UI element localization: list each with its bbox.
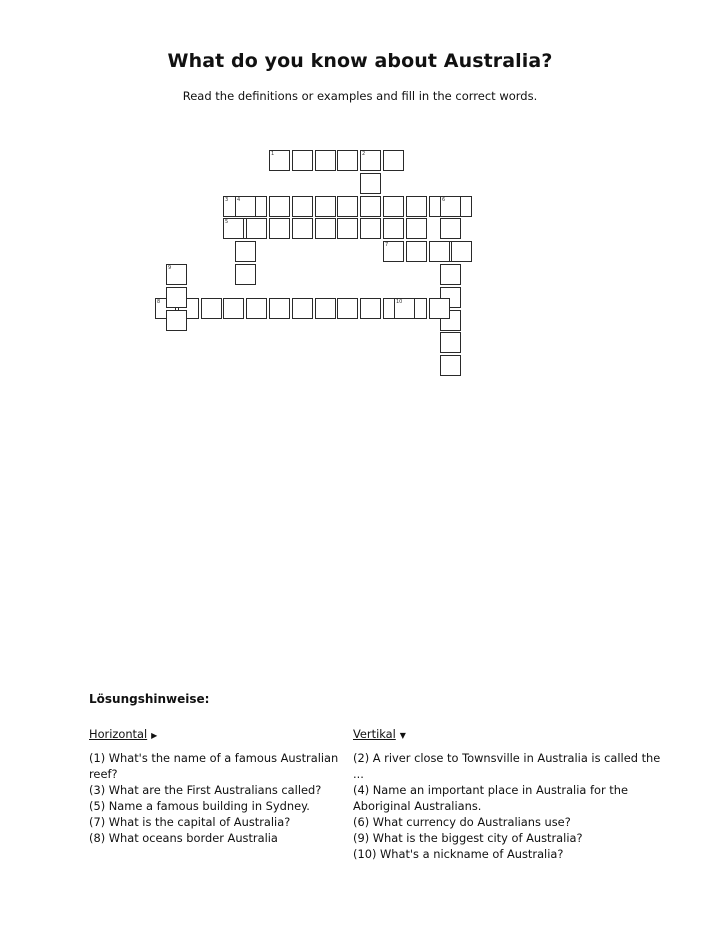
clues-heading: Lösungshinweise:	[89, 692, 210, 706]
crossword-cell[interactable]	[235, 196, 256, 217]
horizontal-label: Horizontal	[89, 727, 148, 741]
crossword-cell[interactable]	[360, 150, 381, 171]
clue-number: 10	[396, 299, 403, 305]
crossword-cell[interactable]	[383, 196, 404, 217]
crossword-cell[interactable]	[383, 150, 404, 171]
crossword-cell[interactable]	[315, 218, 336, 239]
crossword-cell[interactable]	[292, 150, 313, 171]
crossword-cell[interactable]	[440, 218, 461, 239]
clue-horizontal-5: (5) Name a famous building in Sydney.	[89, 799, 310, 813]
arrow-right-icon: ▶	[151, 731, 158, 740]
clue-number: 4	[237, 197, 241, 203]
clue-number: 2	[362, 151, 366, 157]
arrow-down-icon: ▼	[399, 731, 406, 740]
crossword-cell[interactable]	[394, 298, 415, 319]
crossword-cell[interactable]	[315, 150, 336, 171]
crossword-cell[interactable]	[235, 241, 256, 262]
crossword-cell[interactable]	[337, 218, 358, 239]
vertical-label: Vertikal	[353, 727, 396, 741]
clue-vertical-2: (2) A river close to Townsville in Australia is called the ...	[353, 751, 661, 781]
crossword-cell[interactable]	[315, 196, 336, 217]
clue-number: 6	[442, 197, 446, 203]
crossword-cell[interactable]	[246, 218, 267, 239]
crossword-cell[interactable]	[451, 241, 472, 262]
crossword-cell[interactable]	[406, 196, 427, 217]
crossword-cell[interactable]	[440, 355, 461, 376]
clue-number: 5	[225, 219, 229, 225]
clue-number: 1	[271, 151, 275, 157]
crossword-cell[interactable]	[337, 150, 358, 171]
crossword-cell[interactable]	[383, 218, 404, 239]
clues-horizontal	[89, 726, 351, 846]
crossword-cell[interactable]	[223, 298, 244, 319]
crossword-cell[interactable]	[360, 298, 381, 319]
crossword-cell[interactable]	[166, 264, 187, 285]
crossword-cell[interactable]	[166, 287, 187, 308]
clues-vertical	[353, 726, 673, 862]
crossword-cell[interactable]	[292, 196, 313, 217]
page-title: What do you know about Australia?	[167, 50, 553, 72]
clue-horizontal-1: (1) What's the name of a famous Australian reef?	[89, 751, 339, 781]
clue-number: 9	[168, 265, 172, 271]
clue-number: 3	[225, 197, 229, 203]
crossword-cell[interactable]	[440, 264, 461, 285]
crossword-cell[interactable]	[429, 241, 450, 262]
crossword-cell[interactable]	[235, 264, 256, 285]
crossword-cell[interactable]	[360, 173, 381, 194]
crossword-cell[interactable]	[269, 150, 290, 171]
clue-vertical-4: (4) Name an important place in Australia for the Aboriginal Australians.	[353, 783, 628, 813]
clue-horizontal-7: (7) What is the capital of Australia?	[89, 815, 291, 829]
crossword-cell[interactable]	[360, 218, 381, 239]
crossword-cell[interactable]	[360, 196, 381, 217]
crossword-cell[interactable]	[337, 298, 358, 319]
crossword-cell[interactable]	[406, 241, 427, 262]
clue-vertical-6: (6) What currency do Australians use?	[353, 815, 571, 829]
crossword-cell[interactable]	[315, 298, 336, 319]
crossword-cell[interactable]	[201, 298, 222, 319]
crossword-cell[interactable]	[223, 218, 244, 239]
crossword-cell[interactable]	[429, 298, 450, 319]
crossword-cell[interactable]	[383, 241, 404, 262]
crossword-cell[interactable]	[440, 196, 461, 217]
crossword-cell[interactable]	[269, 196, 290, 217]
crossword-cell[interactable]	[269, 298, 290, 319]
clue-horizontal-8: (8) What oceans border Australia	[89, 831, 278, 845]
crossword-cell[interactable]	[269, 218, 290, 239]
crossword-cell[interactable]	[337, 196, 358, 217]
crossword-cell[interactable]	[292, 218, 313, 239]
crossword-cell[interactable]	[406, 218, 427, 239]
clue-number: 7	[385, 242, 389, 248]
clue-horizontal-3: (3) What are the First Australians called?	[89, 783, 322, 797]
crossword-cell[interactable]	[292, 298, 313, 319]
crossword-cell[interactable]	[246, 298, 267, 319]
clue-number: 8	[157, 299, 161, 305]
crossword-cell[interactable]	[166, 310, 187, 331]
clue-vertical-10: (10) What's a nickname of Australia?	[353, 847, 564, 861]
clue-vertical-9: (9) What is the biggest city of Australia?	[353, 831, 583, 845]
crossword-cell[interactable]	[440, 332, 461, 353]
page-subtitle: Read the definitions or examples and fill in the correct words.	[182, 89, 538, 103]
